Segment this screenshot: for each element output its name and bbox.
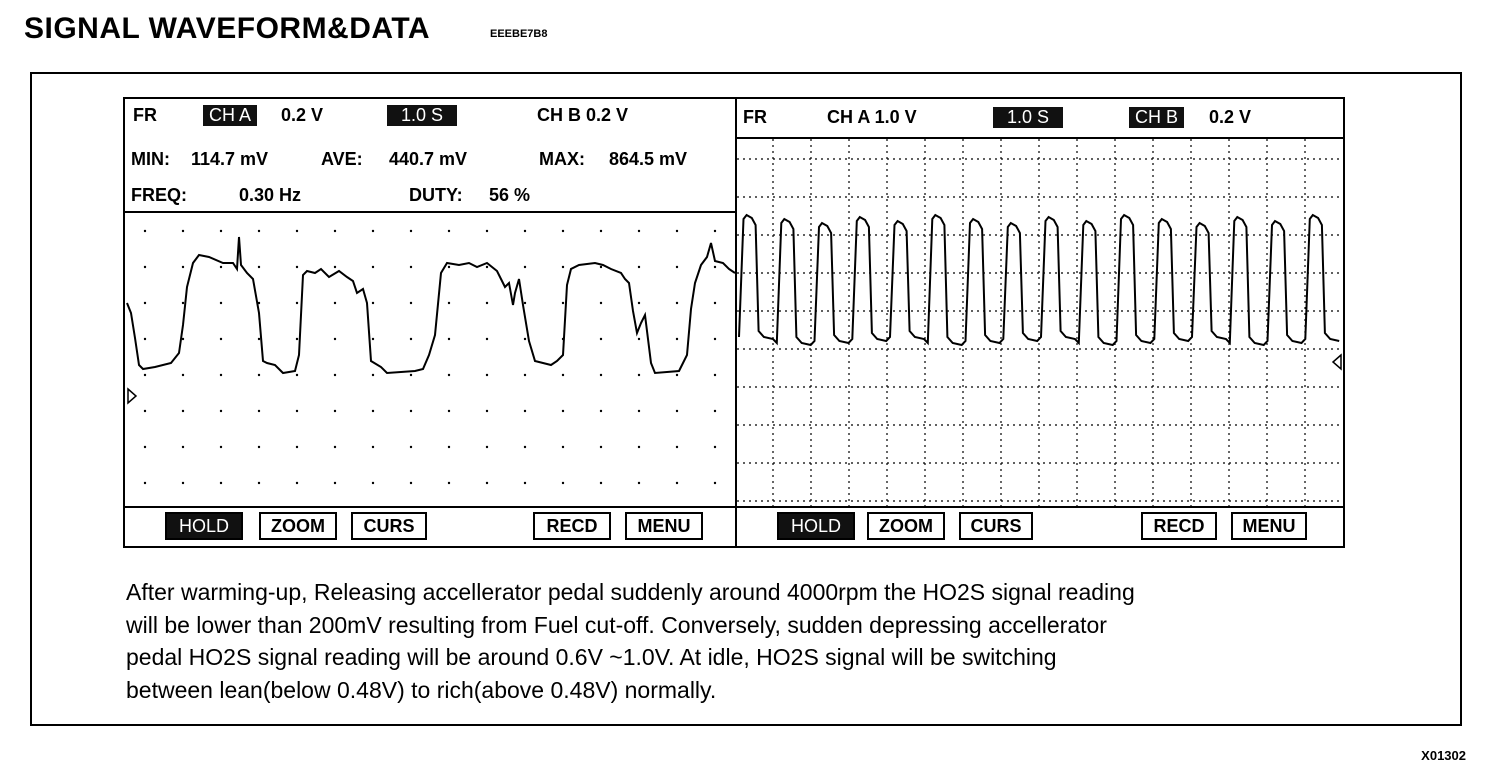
grid-dot bbox=[296, 446, 298, 448]
grid-dot bbox=[220, 266, 222, 268]
grid-dot bbox=[372, 410, 374, 412]
grid-dot bbox=[676, 374, 678, 376]
grid-dot bbox=[372, 302, 374, 304]
right-recd-button[interactable]: RECD bbox=[1141, 512, 1217, 540]
grid-dot bbox=[600, 482, 602, 484]
left-ch-b-label: CH B 0.2 V bbox=[537, 105, 629, 125]
left-curs-button[interactable]: CURS bbox=[351, 512, 427, 540]
grid-dot bbox=[182, 410, 184, 412]
grid-dot bbox=[410, 302, 412, 304]
left-stats-row bbox=[125, 149, 735, 173]
grid-dot bbox=[144, 302, 146, 304]
grid-dot bbox=[296, 302, 298, 304]
grid-dot bbox=[714, 302, 716, 304]
grid-dot bbox=[220, 230, 222, 232]
left-trigger-marker bbox=[128, 389, 136, 403]
grid-dot bbox=[524, 338, 526, 340]
grid-dot bbox=[334, 230, 336, 232]
right-curs-button[interactable]: CURS bbox=[959, 512, 1033, 540]
left-max-value: 864.5 mV bbox=[609, 149, 688, 169]
grid-dot bbox=[486, 230, 488, 232]
grid-dot bbox=[676, 302, 678, 304]
figure-number: X01302 bbox=[1421, 748, 1466, 763]
right-ch-b-badge: CH B bbox=[1129, 107, 1184, 128]
grid-dot bbox=[638, 410, 640, 412]
grid-dot bbox=[182, 446, 184, 448]
grid-dot bbox=[144, 482, 146, 484]
description-line: pedal HO2S signal reading will be around 0.6V ~1.0V. At idle, HO2S signal will be switching bbox=[126, 644, 1057, 670]
grid-dot bbox=[562, 446, 564, 448]
grid-dot bbox=[600, 338, 602, 340]
grid-dot bbox=[258, 446, 260, 448]
grid-dot bbox=[448, 446, 450, 448]
grid-dot bbox=[144, 410, 146, 412]
left-ave-label: AVE: bbox=[321, 149, 363, 169]
description-line: between lean(below 0.48V) to rich(above 0.48V) normally. bbox=[126, 676, 717, 703]
right-button-bar bbox=[737, 506, 1343, 546]
grid-dot bbox=[296, 374, 298, 376]
grid-dot bbox=[562, 266, 564, 268]
grid-dot bbox=[676, 446, 678, 448]
grid-dot bbox=[524, 230, 526, 232]
grid-dot bbox=[676, 266, 678, 268]
grid-dot bbox=[410, 266, 412, 268]
left-freq-value: 0.30 Hz bbox=[239, 185, 302, 205]
right-waveform-svg bbox=[737, 139, 1343, 510]
document-code: EEEBE7B8 bbox=[490, 28, 548, 40]
left-waveform-plot bbox=[125, 211, 735, 512]
grid-dot bbox=[410, 446, 412, 448]
left-ch-a-scale: 0.2 V bbox=[281, 105, 324, 125]
left-button-bar bbox=[125, 506, 735, 546]
left-min-label: MIN: bbox=[131, 149, 170, 169]
grid-dot bbox=[296, 338, 298, 340]
grid-dot bbox=[714, 482, 716, 484]
grid-dot bbox=[562, 410, 564, 412]
right-waveform-plot bbox=[737, 137, 1343, 512]
grid-dot bbox=[296, 482, 298, 484]
grid-dot bbox=[562, 374, 564, 376]
grid-dot bbox=[600, 302, 602, 304]
grid-dot bbox=[182, 374, 184, 376]
grid-dot bbox=[486, 266, 488, 268]
grid-dot bbox=[144, 338, 146, 340]
grid-dot bbox=[600, 230, 602, 232]
grid-dot bbox=[714, 266, 716, 268]
grid-dot bbox=[410, 374, 412, 376]
grid-dot bbox=[410, 338, 412, 340]
grid-dot bbox=[600, 446, 602, 448]
grid-dot bbox=[334, 410, 336, 412]
grid-dot bbox=[334, 446, 336, 448]
grid-dot bbox=[562, 482, 564, 484]
grid-dot bbox=[372, 338, 374, 340]
left-scope-screen bbox=[123, 97, 737, 548]
grid-dot bbox=[714, 338, 716, 340]
grid-dot bbox=[448, 230, 450, 232]
grid-dot bbox=[524, 482, 526, 484]
grid-dot bbox=[676, 230, 678, 232]
grid-dot bbox=[220, 482, 222, 484]
grid-dot bbox=[182, 338, 184, 340]
left-max-label: MAX: bbox=[539, 149, 585, 169]
grid-dot bbox=[144, 446, 146, 448]
grid-dot bbox=[220, 446, 222, 448]
left-menu-button[interactable]: MENU bbox=[625, 512, 703, 540]
right-ch-a-label: CH A 1.0 V bbox=[827, 107, 917, 127]
right-trigger-marker bbox=[1333, 355, 1341, 369]
grid-dot bbox=[714, 446, 716, 448]
grid-dot bbox=[220, 302, 222, 304]
grid-dot bbox=[562, 302, 564, 304]
grid-dot bbox=[638, 338, 640, 340]
grid-dot bbox=[296, 266, 298, 268]
grid-dot bbox=[296, 410, 298, 412]
grid-dot bbox=[410, 410, 412, 412]
right-menu-button[interactable]: MENU bbox=[1231, 512, 1307, 540]
grid-dot bbox=[448, 338, 450, 340]
description-text bbox=[126, 576, 1386, 706]
grid-dot bbox=[334, 374, 336, 376]
grid-dot bbox=[486, 302, 488, 304]
grid-dot bbox=[258, 410, 260, 412]
grid-dot bbox=[486, 482, 488, 484]
left-hold-button[interactable]: HOLD bbox=[165, 512, 243, 540]
right-fr-label: FR bbox=[743, 107, 767, 127]
description-line: will be lower than 200mV resulting from Fuel cut-off. Conversely, sudden depressing accellerator bbox=[126, 611, 1107, 638]
grid-dot bbox=[372, 230, 374, 232]
grid-dot bbox=[182, 302, 184, 304]
grid-dot bbox=[524, 446, 526, 448]
grid-dot bbox=[144, 374, 146, 376]
left-recd-button[interactable]: RECD bbox=[533, 512, 611, 540]
grid-dot bbox=[638, 302, 640, 304]
grid-dot bbox=[448, 410, 450, 412]
right-hold-button[interactable]: HOLD bbox=[777, 512, 855, 540]
grid-dot bbox=[600, 410, 602, 412]
grid-dot bbox=[220, 338, 222, 340]
grid-dot bbox=[524, 266, 526, 268]
grid-dot bbox=[676, 482, 678, 484]
grid-dot bbox=[486, 338, 488, 340]
grid-dot bbox=[448, 266, 450, 268]
left-zoom-button[interactable]: ZOOM bbox=[259, 512, 337, 540]
grid-dot bbox=[486, 374, 488, 376]
grid-dot bbox=[296, 230, 298, 232]
grid-dot bbox=[182, 266, 184, 268]
grid-dot bbox=[258, 266, 260, 268]
grid-dot bbox=[524, 302, 526, 304]
grid-dot bbox=[638, 482, 640, 484]
grid-dot bbox=[600, 374, 602, 376]
grid-dot bbox=[334, 338, 336, 340]
grid-dot bbox=[334, 302, 336, 304]
grid-dot bbox=[182, 482, 184, 484]
grid-dot bbox=[258, 374, 260, 376]
left-waveform-svg bbox=[125, 213, 735, 510]
grid-dot bbox=[334, 482, 336, 484]
grid-dot bbox=[182, 230, 184, 232]
left-min-value: 114.7 mV bbox=[191, 149, 269, 169]
grid-dot bbox=[714, 374, 716, 376]
grid-dot bbox=[372, 446, 374, 448]
grid-dot bbox=[562, 230, 564, 232]
left-time-badge: 1.0 S bbox=[387, 105, 457, 126]
grid-dot bbox=[144, 266, 146, 268]
grid-dot bbox=[486, 446, 488, 448]
page-title: SIGNAL WAVEFORM&DATA bbox=[24, 12, 431, 45]
left-duty-value: 56 % bbox=[489, 185, 531, 205]
grid-dot bbox=[372, 374, 374, 376]
right-header-row bbox=[737, 107, 1343, 135]
grid-dot bbox=[372, 266, 374, 268]
grid-dot bbox=[220, 410, 222, 412]
grid-dot bbox=[676, 338, 678, 340]
grid-dot bbox=[220, 374, 222, 376]
right-zoom-button[interactable]: ZOOM bbox=[867, 512, 945, 540]
description-line: After warming-up, Releasing accellerator pedal suddenly around 4000rpm the HO2S signal reading bbox=[126, 579, 1135, 605]
right-ch-b-scale: 0.2 V bbox=[1209, 107, 1252, 127]
grid-dot bbox=[448, 482, 450, 484]
left-freq-label: FREQ: bbox=[131, 185, 187, 205]
left-freq-row bbox=[125, 185, 735, 209]
grid-dot bbox=[714, 410, 716, 412]
grid-dot bbox=[524, 374, 526, 376]
grid-dot bbox=[486, 410, 488, 412]
left-duty-label: DUTY: bbox=[409, 185, 463, 205]
left-ave-value: 440.7 mV bbox=[389, 149, 468, 169]
grid-dot bbox=[144, 230, 146, 232]
grid-dot bbox=[714, 230, 716, 232]
grid-dot bbox=[638, 230, 640, 232]
grid-dot bbox=[410, 230, 412, 232]
grid-dot bbox=[372, 482, 374, 484]
left-waveform-trace bbox=[127, 237, 735, 373]
right-scope-screen bbox=[735, 97, 1345, 548]
grid-dot bbox=[600, 266, 602, 268]
grid-dot bbox=[524, 410, 526, 412]
grid-dot bbox=[638, 374, 640, 376]
grid-dot bbox=[334, 266, 336, 268]
grid-dot bbox=[676, 410, 678, 412]
grid-dot bbox=[258, 338, 260, 340]
left-header-row bbox=[125, 105, 735, 133]
grid-dot bbox=[410, 482, 412, 484]
grid-dot bbox=[258, 482, 260, 484]
grid-dot bbox=[448, 302, 450, 304]
right-time-badge: 1.0 S bbox=[993, 107, 1063, 128]
left-ch-a-badge: CH A bbox=[203, 105, 257, 126]
grid-dot bbox=[448, 374, 450, 376]
grid-dot bbox=[258, 230, 260, 232]
grid-dot bbox=[638, 266, 640, 268]
grid-dot bbox=[638, 446, 640, 448]
left-fr-label: FR bbox=[133, 105, 157, 125]
